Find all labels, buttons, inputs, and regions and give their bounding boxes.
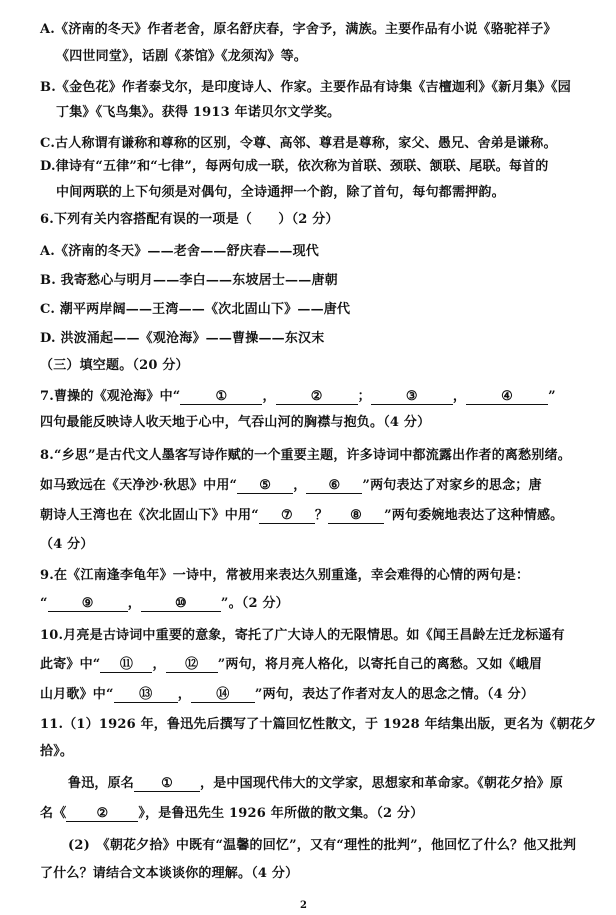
q9-line1: 9.在《江南逢李龟年》一诗中，常被用来表达久别重逢，幸会难得的心情的两句是： [40, 568, 530, 583]
page-number: 2 [300, 900, 308, 911]
q11-line1: 11.（1）1926 年，鲁迅先后撰写了十篇回忆性散文，于 1928 年结集出版，更名为《朝花夕 [40, 717, 597, 732]
q8-blank-8[interactable]: ⑧ [328, 508, 384, 524]
q7-blank-4[interactable]: ④ [466, 389, 548, 405]
q11-part2-line2: 了什么？请结合文本谈谈你的理解。（4 分） [40, 866, 299, 881]
q10-line3-prefix: 山月歌》中“ [40, 687, 114, 702]
q8-line3-prefix: 朝诗人王湾也在《次北固山下》中用“ [40, 508, 259, 523]
q7-blank-1[interactable]: ① [180, 389, 262, 405]
q5-option-a-line2: 《四世同堂》，话剧《茶馆》《龙须沟》等。 [56, 49, 308, 64]
q7-blank-3[interactable]: ③ [371, 389, 453, 405]
q8-line3-sep: ？ [314, 508, 329, 523]
q10-line3 [40, 687, 534, 703]
q10-line3-sep: ， [177, 687, 191, 702]
q11-blank-2[interactable]: ② [66, 806, 138, 822]
q6-option-a: A.《济南的冬天》——老舍——舒庆春——现代 [40, 244, 320, 259]
q8-blank-6[interactable]: ⑥ [306, 478, 362, 494]
q9-blank-10[interactable]: ⑩ [141, 596, 221, 612]
q7-sep-2: ； [357, 389, 371, 404]
q11-part1-prefix: 鲁迅，原名 [68, 776, 135, 791]
q9-line2 [40, 596, 289, 612]
q7-sep-1: ， [262, 389, 276, 404]
q7-line2: 四句最能反映诗人收天地于心中，气吞山河的胸襟与抱负。（4 分） [40, 415, 431, 430]
q8-line2 [40, 478, 542, 494]
q9-open-quote: “ [40, 596, 48, 611]
q10-line1: 10.月亮是古诗词中重要的意象，寄托了广大诗人的无限情思。如《闻王昌龄左迁龙标遥有 [40, 628, 565, 643]
q10-blank-14[interactable]: ⑭ [191, 687, 255, 703]
q7-sep-3: ， [452, 389, 467, 404]
q10-line3-suffix: ”两句，表达了作者对友人的思念之情。（4 分） [254, 687, 535, 702]
q6-option-c: C. 潮平两岸阔——王湾——《次北固山下》——唐代 [40, 302, 351, 317]
q7-close-quote: ” [548, 389, 556, 404]
q8-score: （4 分） [40, 537, 94, 552]
q8-line2-sep: ， [293, 478, 307, 493]
q8-blank-5[interactable]: ⑤ [237, 478, 293, 494]
q8-line1: 8.“乡思”是古代文人墨客写诗作赋的一个重要主题，许多诗词中都流露出作者的离愁别绪。 [40, 448, 571, 463]
q7-blank-2[interactable]: ② [276, 389, 358, 405]
q11-part1-suffix: ，是中国现代伟大的文学家，思想家和革命家。《朝花夕拾》原 [200, 776, 564, 791]
q11-part2-line1: (2) 《朝花夕拾》中既有“温馨的回忆”，又有“理性的批判”，他回忆了什么？他又批判 [68, 838, 577, 853]
q10-line2 [40, 657, 542, 673]
q8-blank-7[interactable]: ⑦ [259, 508, 315, 524]
q11-line2: 拾》。 [40, 744, 74, 759]
q6-option-d: D. 洪波涌起——《观沧海》——曹操——东汉末 [40, 331, 325, 346]
q8-line2-prefix: 如马致远在《天净沙·秋思》中用“ [40, 478, 238, 493]
q8-line3 [40, 508, 563, 524]
q10-blank-13[interactable]: ⑬ [114, 687, 178, 703]
q10-line2-suffix: ”两句，将月亮人格化，以寄托自己的离愁。又如《峨眉 [217, 657, 543, 672]
q5-option-c-line1: C.古人称谓有谦称和尊称的区别，令尊、高邻、尊君是尊称，家父、愚兄、舍弟是谦称。 [40, 136, 557, 151]
q11-part1-line2-suffix: 》，是鲁迅先生 1926 年所做的散文集。（2 分） [138, 806, 424, 821]
q7-line1 [40, 389, 556, 405]
q5-option-b-line1: B.《金色花》作者泰戈尔，是印度诗人、作家。主要作品有诗集《吉檀迦利》《新月集》《园 [40, 80, 571, 95]
q11-part1-line2 [40, 806, 423, 822]
q6-option-b: B. 我寄愁心与明月——李白——东坡居士——唐朝 [40, 273, 338, 288]
q10-line2-prefix: 此寄》中“ [40, 657, 101, 672]
q8-line2-suffix: ”两句表达了对家乡的思念；唐 [362, 478, 542, 493]
q5-option-b-line2: 丁集》《飞鸟集》。获得 1913 年诺贝尔文学奖。 [56, 105, 341, 120]
q10-line2-sep: ， [152, 657, 166, 672]
q9-suffix: ”。（2 分） [220, 596, 289, 611]
q5-option-a-line1: A.《济南的冬天》作者老舍，原名舒庆春，字舍予，满族。主要作品有小说《骆驼祥子》 [40, 22, 557, 37]
q8-line3-suffix: ”两句委婉地表达了这种情感。 [384, 508, 564, 523]
q7-prefix: 7.曹操的《观沧海》中“ [40, 389, 181, 404]
q5-option-d-line2: 中间两联的上下句须是对偶句，全诗通押一个韵，除了首句，每句都需押韵。 [56, 185, 505, 200]
section-fill-in-heading: （三）填空题。（20 分） [40, 358, 189, 373]
q6-stem: 6.下列有关内容搭配有误的一项是（ ）（2 分） [40, 212, 339, 227]
q11-part1-line2-prefix: 名《 [40, 806, 67, 821]
q11-blank-1[interactable]: ① [134, 776, 200, 792]
q10-blank-11[interactable]: ⑪ [100, 657, 152, 673]
q9-blank-9[interactable]: ⑨ [48, 596, 128, 612]
q10-blank-12[interactable]: ⑫ [166, 657, 218, 673]
q11-part1-line1 [68, 776, 563, 792]
q5-option-d-line1: D.律诗有“五律”和“七律”，每两句成一联，依次称为首联、颈联、颔联、尾联。每首的 [40, 159, 549, 174]
q9-sep: ， [127, 596, 141, 611]
